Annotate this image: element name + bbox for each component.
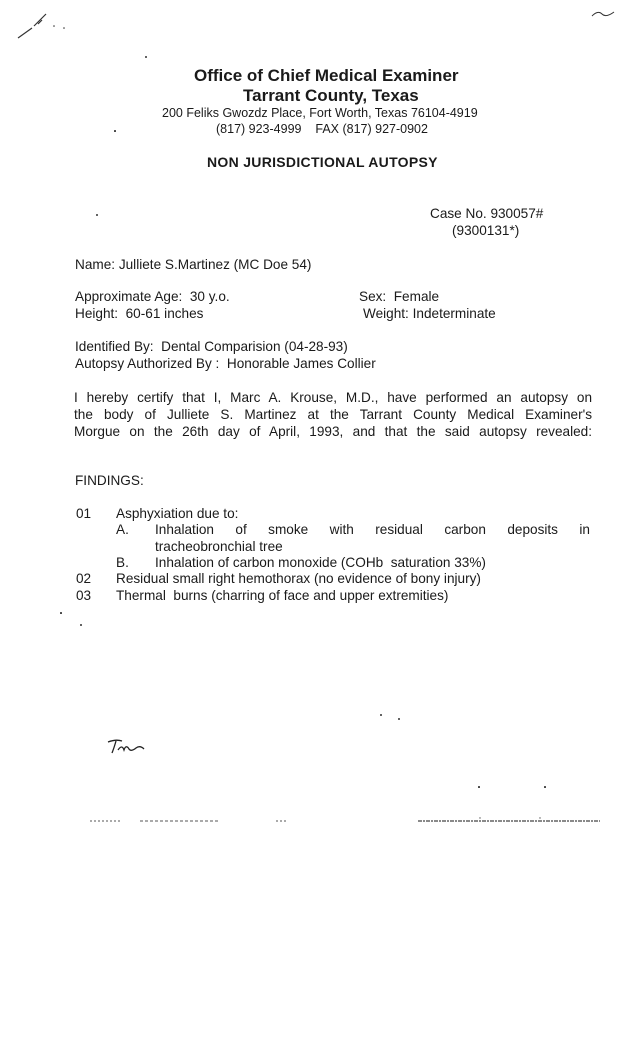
subfinding-text: tracheobronchial tree [155, 539, 283, 554]
identified-by: Identified By: Dental Comparision (04-28-93) [75, 339, 348, 354]
subject-age: Approximate Age: 30 y.o. [75, 289, 230, 304]
finding-number: 02 [76, 571, 92, 586]
phone-fax-line: (817) 923-4999 FAX (817) 927-0902 [216, 122, 428, 136]
speck [145, 56, 147, 58]
certification-line: the body of Julliete S. Martinez at the Tarrant County Medical Examiner's [74, 407, 592, 422]
subject-weight: Weight: Indeterminate [363, 306, 496, 321]
speck [96, 214, 98, 216]
speck [398, 718, 400, 720]
certification-line: Morgue on the 26th day of April, 1993, and that the said autopsy revealed: [74, 424, 592, 439]
subject-sex: Sex: Female [359, 289, 440, 304]
subfinding-text: Inhalation of smoke with residual carbon deposits in [155, 522, 590, 537]
scan-mark-top-left [14, 8, 74, 42]
case-number: Case No. 930057# [430, 206, 544, 221]
finding-number: 01 [76, 506, 92, 521]
speck [380, 714, 382, 716]
document-title: NON JURISDICTIONAL AUTOPSY [207, 154, 438, 170]
speck [114, 130, 116, 132]
subject-name: Name: Julliete S.Martinez (MC Doe 54) [75, 257, 312, 272]
speck [80, 624, 82, 626]
handwritten-initials [104, 736, 154, 758]
autopsy-authorized-by: Autopsy Authorized By : Honorable James Collier [75, 356, 376, 371]
scan-mark-top-right [590, 8, 618, 22]
finding-text: Residual small right hemothorax (no evidence of bony injury) [116, 571, 481, 586]
subfinding-text: Inhalation of carbon monoxide (COHb saturation 33%) [155, 555, 486, 570]
findings-heading: FINDINGS: [75, 473, 144, 488]
speck [478, 786, 480, 788]
certification-paragraph [74, 389, 592, 440]
speck [60, 612, 62, 614]
finding-number: 03 [76, 588, 92, 603]
finding-text: Thermal burns (charring of face and upper extremities) [116, 588, 449, 603]
scan-artifact-line [0, 816, 638, 826]
case-alt-number: (9300131*) [452, 223, 520, 238]
address-line: 200 Feliks Gwozdz Place, Fort Worth, Texas 76104-4919 [162, 106, 478, 120]
county-title: Tarrant County, Texas [243, 86, 419, 105]
finding-text: Asphyxiation due to: [116, 506, 239, 521]
subfinding-a [155, 521, 590, 555]
subfinding-letter: A. [116, 522, 129, 537]
office-title: Office of Chief Medical Examiner [194, 66, 459, 85]
certification-line: I hereby certify that I, Marc A. Krouse, M.D., have performed an autopsy on [74, 390, 592, 405]
subject-height: Height: 60-61 inches [75, 306, 204, 321]
speck [544, 786, 546, 788]
subfinding-letter: B. [116, 555, 129, 570]
